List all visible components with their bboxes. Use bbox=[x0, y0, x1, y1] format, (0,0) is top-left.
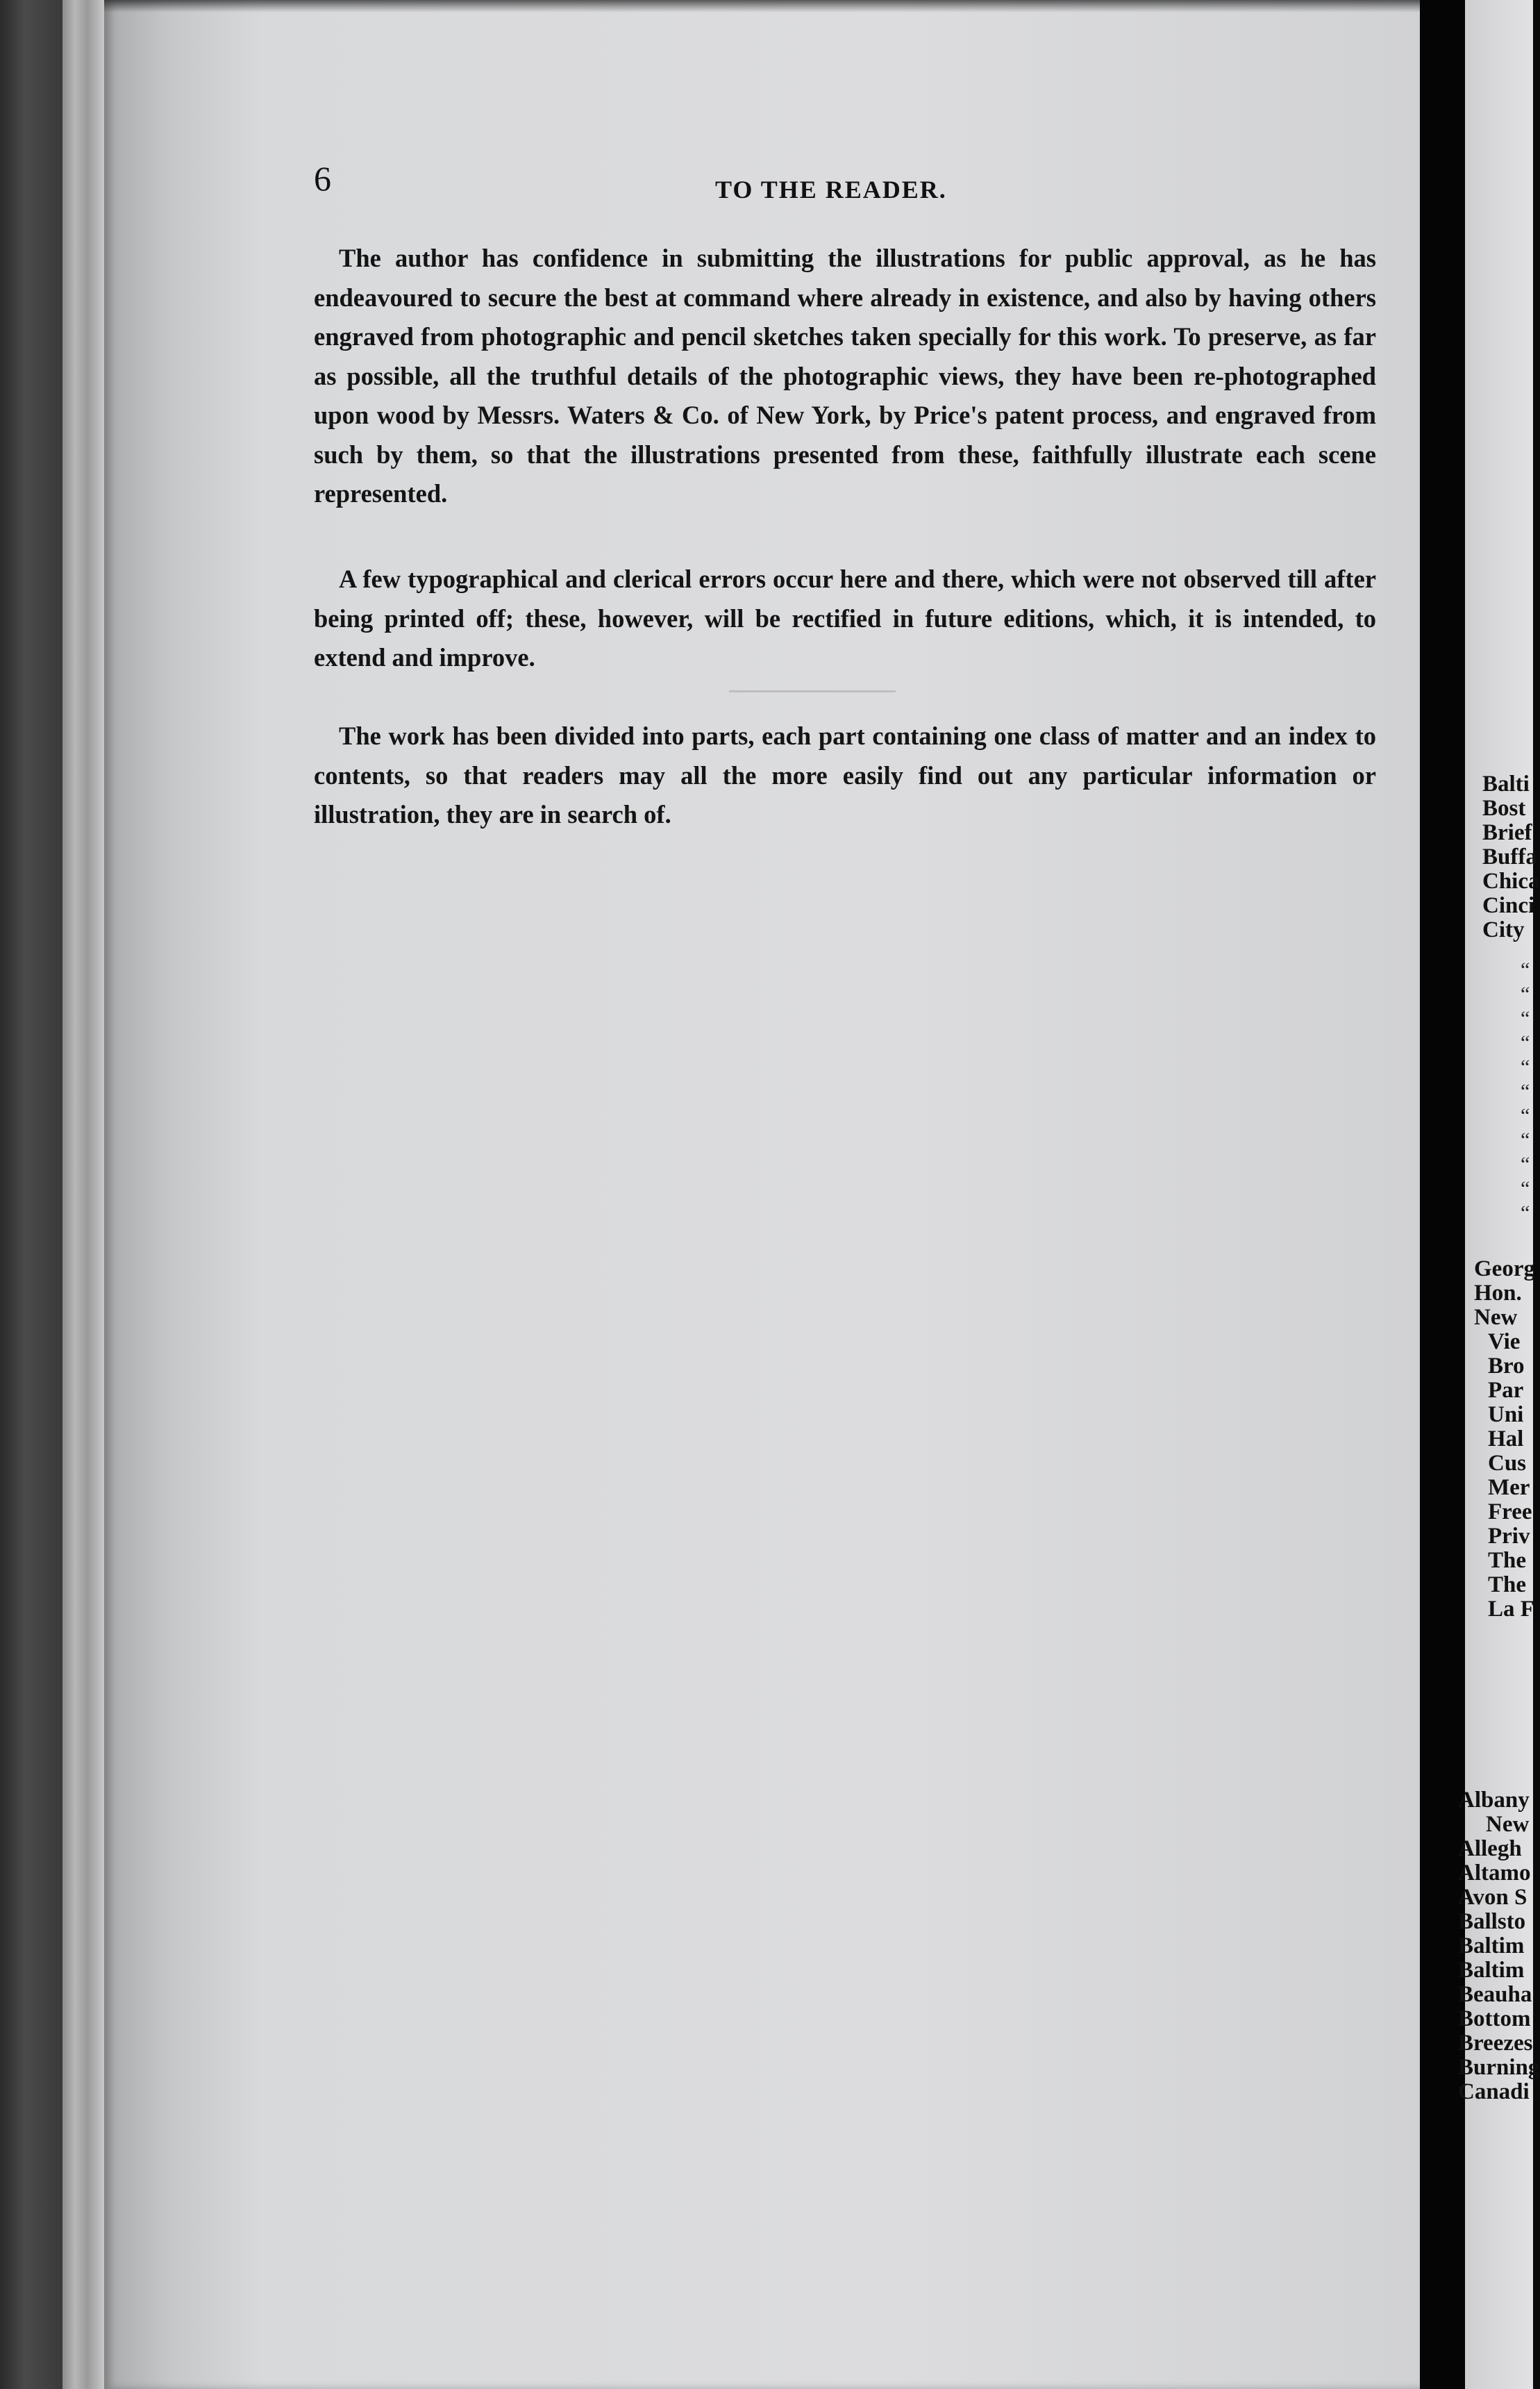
list-item: Bottom bbox=[1458, 2006, 1531, 2031]
list-item: Burning bbox=[1458, 2055, 1540, 2080]
ditto-mark: “ bbox=[1521, 1007, 1530, 1030]
list-item: Priv bbox=[1488, 1524, 1530, 1549]
ditto-mark: “ bbox=[1521, 1056, 1530, 1079]
list-item: Cus bbox=[1488, 1451, 1527, 1476]
list-item: Balti bbox=[1482, 772, 1530, 797]
page-top-shadow bbox=[104, 0, 1420, 13]
list-item: Mer bbox=[1488, 1475, 1530, 1500]
list-item: Bro bbox=[1488, 1354, 1525, 1379]
paragraph-illustrations: The author has confidence in submitting the illustrations for public approval, as he has endeavoured to secure the best at command where already in existence, and also by having others engraved from photographic and pencil sketches taken specially for this work. To preserve, as far as possible, all the truthful details of the photographic views, they have been re-photographed upon wood by Messrs. Waters & Co. of New York, by Price's patent process, and engraved from such by them, so that the illustrations presented from these, faithfully illustrate each scene represented. bbox=[314, 244, 1376, 508]
list-item: Baltim bbox=[1458, 1933, 1525, 1958]
ditto-mark: “ bbox=[1521, 1201, 1530, 1224]
list-item: Breezes bbox=[1458, 2031, 1533, 2056]
ditto-mark: “ bbox=[1521, 1153, 1530, 1176]
ditto-mark: “ bbox=[1521, 958, 1530, 981]
list-item: Georg bbox=[1474, 1256, 1535, 1281]
paragraph-organization: The work has been divided into parts, each part containing one class of matter and an index to contents, so that readers may all the more easily find out any particular information or illustration, they are in search of. bbox=[314, 722, 1376, 829]
list-item: Brief bbox=[1482, 820, 1532, 845]
ditto-mark: “ bbox=[1521, 1177, 1530, 1200]
adjacent-page-list-c bbox=[1458, 1788, 1539, 2104]
list-item: Ballsto bbox=[1458, 1909, 1526, 1934]
ditto-mark: “ bbox=[1521, 1129, 1530, 1151]
ditto-mark: “ bbox=[1521, 983, 1530, 1006]
list-item: Allegh bbox=[1458, 1836, 1522, 1861]
running-head: TO THE READER. bbox=[715, 176, 947, 203]
list-item: Uni bbox=[1488, 1402, 1524, 1427]
ditto-mark: “ bbox=[1521, 1031, 1530, 1054]
ditto-mark: “ bbox=[1521, 1104, 1530, 1127]
list-item: Buffa bbox=[1482, 844, 1537, 869]
list-item: Beauha bbox=[1458, 1982, 1532, 2007]
scanner-backdrop bbox=[0, 0, 62, 2389]
list-item: Hal bbox=[1488, 1426, 1524, 1451]
list-item: The bbox=[1488, 1572, 1527, 1597]
show-through-rule bbox=[729, 690, 896, 692]
adjacent-page-list-b bbox=[1474, 1257, 1535, 1622]
list-item: Altamo bbox=[1458, 1861, 1531, 1886]
list-item: Free bbox=[1488, 1499, 1532, 1524]
list-item: The bbox=[1488, 1548, 1527, 1573]
list-item: Canadi bbox=[1458, 2079, 1530, 2104]
list-item: Avon S bbox=[1458, 1885, 1528, 1910]
list-item: Bost bbox=[1482, 796, 1526, 821]
list-item: La F bbox=[1488, 1597, 1534, 1622]
paragraph-errata: A few typographical and clerical errors occur here and there, which were not observed till after being printed off; these, however, will be rectified in future editions, which, it is intended, to extend and improve. bbox=[314, 565, 1376, 672]
list-item: Par bbox=[1488, 1378, 1524, 1403]
list-item: New bbox=[1486, 1812, 1530, 1837]
book-page-edges bbox=[62, 0, 104, 2389]
list-item: Baltim bbox=[1458, 1958, 1525, 1983]
list-item: Chica bbox=[1482, 869, 1540, 894]
list-item: New bbox=[1474, 1305, 1518, 1330]
list-item: Hon. bbox=[1474, 1281, 1522, 1306]
list-item: Vie bbox=[1488, 1329, 1521, 1354]
list-item: City bbox=[1482, 917, 1525, 942]
ditto-mark: “ bbox=[1521, 1080, 1530, 1103]
adjacent-page-ditto-marks bbox=[1521, 958, 1534, 1226]
list-item: Cinci bbox=[1482, 893, 1535, 918]
page-number: 6 bbox=[314, 159, 331, 198]
list-item: Albany bbox=[1458, 1788, 1530, 1813]
adjacent-page-list-a bbox=[1482, 772, 1540, 942]
